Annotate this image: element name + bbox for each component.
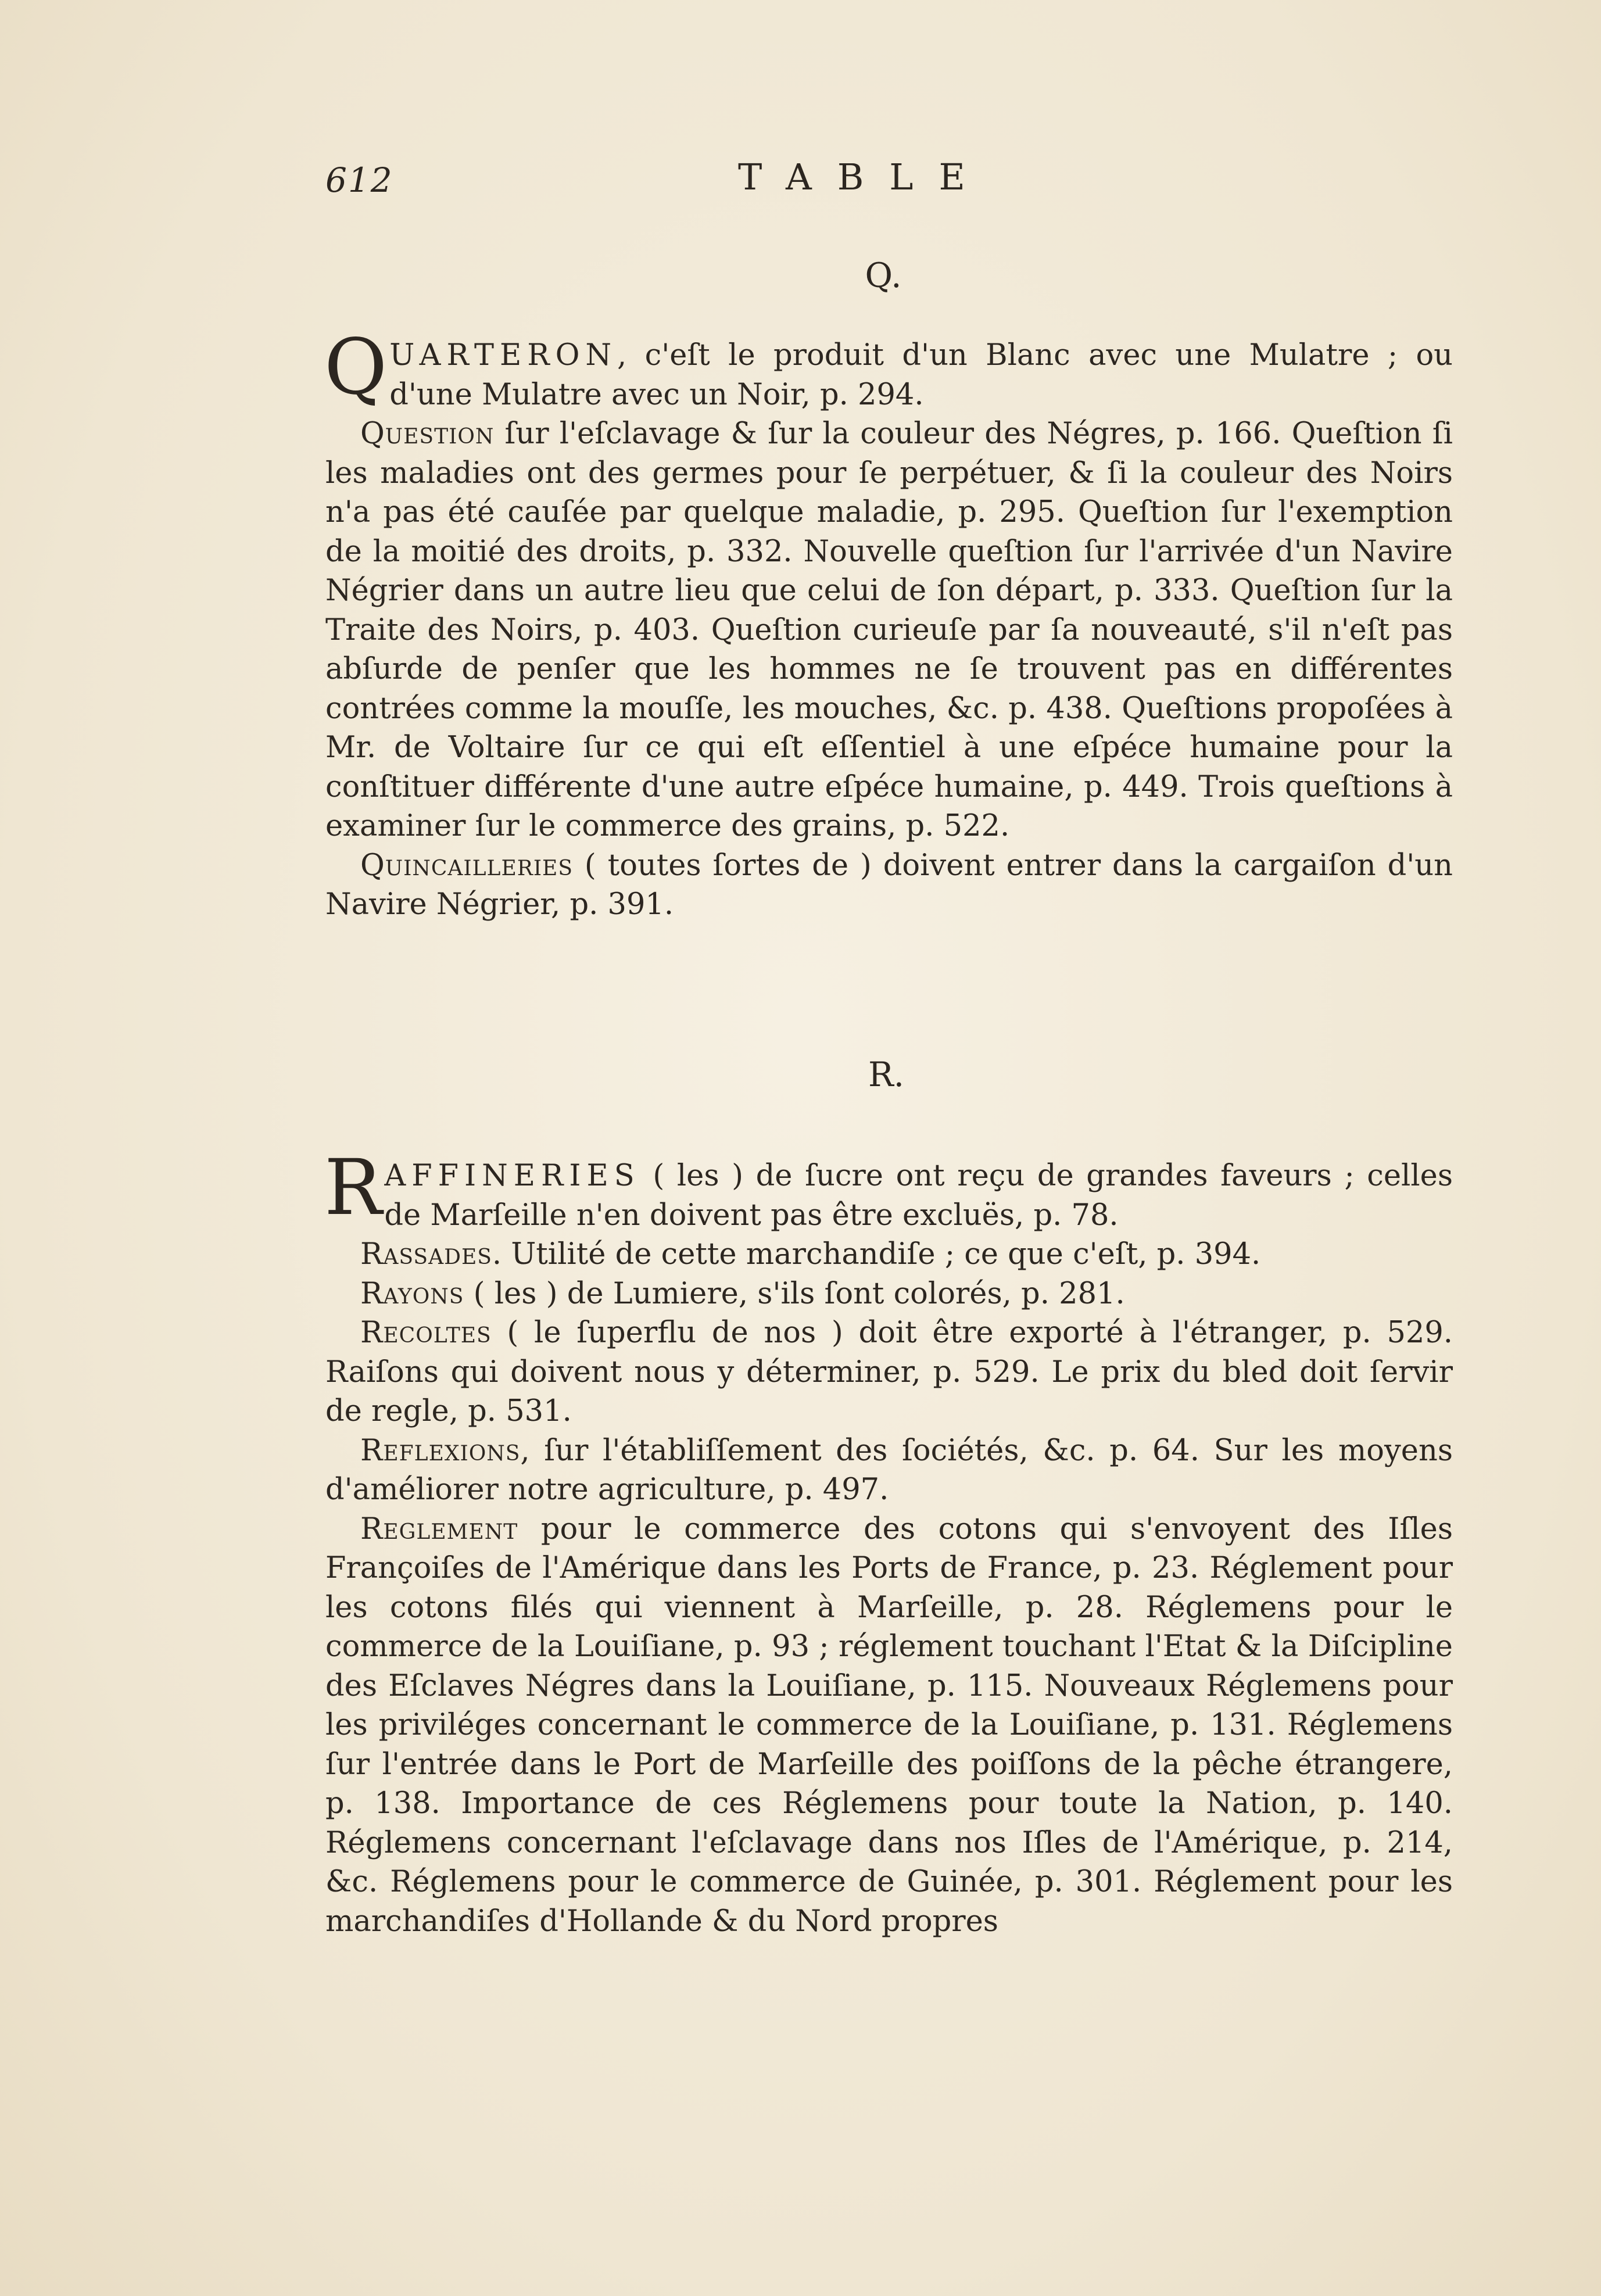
entry-quincailleries xyxy=(325,846,1453,925)
page-number: 612 xyxy=(325,160,393,200)
entry-head: Reglement xyxy=(360,1511,518,1546)
entry-text: pour le commerce des cotons qui s'envoyent des Iſles Françoiſes de l'Amérique dans les Ports de France, p. 23. Réglement pour les cotons filés qui viennent à Marſeille, p. 28. Réglemens pour le commerce de la Louiſiane, p. 93 ; réglement touchant l'Etat & la Diſcipline des Eſclaves Négres dans la Louiſiane, p. 115. Nouveaux Réglemens pour les priviléges concernant le commerce de la Louiſiane, p. 131. Réglemens ſur l'entrée dans le Port de Marſeille des poiſſons de la pêche étrangere, p. 138. Importance de ces Réglemens pour toute la Nation, p. 140. Réglemens concernant l'eſclavage dans nos Iſles de l'Amérique, p. 214, &c. Réglemens pour le commerce de Guinée, p. 301. Réglement pour les marchandiſes d'Hollande & du Nord propres xyxy=(325,1511,1453,1939)
section-letter-r: R. xyxy=(868,1055,905,1094)
drop-cap: Q xyxy=(324,323,388,412)
section-letter-q: Q. xyxy=(865,256,902,295)
entry-head: Question xyxy=(360,417,495,451)
entry-head: Rassades xyxy=(360,1237,492,1271)
running-header xyxy=(0,156,1601,202)
entry-rassades xyxy=(325,1235,1453,1274)
entry-head: Quincailleries xyxy=(360,848,573,883)
section-r-entries xyxy=(324,1143,1453,1941)
entry-head: Recoltes xyxy=(360,1316,492,1350)
entry-text: ( les ) de ſucre ont reçu de grandes faveurs ; celles de Marſeille n'en doivent pas être excluës, p. 78. xyxy=(384,1159,1453,1233)
entry-text: ( les ) de Lumiere, s'ils ſont colorés, p. 281. xyxy=(464,1276,1125,1311)
entry-text: , ſur l'établiſſement des ſociétés, &c. p. 64. Sur les moyens d'améliorer notre agriculture, p. 497. xyxy=(325,1433,1453,1507)
entry-quarteron xyxy=(324,323,1453,414)
entry-question xyxy=(325,414,1453,846)
section-q-entries xyxy=(324,323,1453,925)
entry-text: ( le ſuperflu de nos ) doit être exporté à l'étranger, p. 529. Raiſons qui doivent nous y déterminer, p. 529. Le prix du bled doit ſervir de regle, p. 531. xyxy=(325,1316,1453,1428)
drop-cap: R xyxy=(324,1143,382,1233)
entry-head: UARTERON xyxy=(389,338,618,372)
entry-head: AFFINERIES xyxy=(384,1159,640,1193)
entry-recoltes xyxy=(325,1313,1453,1431)
entry-text: ( toutes ſortes de ) doivent entrer dans la cargaiſon d'un Navire Négrier, p. 391. xyxy=(325,848,1453,922)
entry-text: . Utilité de cette marchandiſe ; ce que c'eſt, p. 394. xyxy=(492,1237,1261,1271)
entry-reglement xyxy=(325,1510,1453,1942)
entry-head: Reflexions xyxy=(360,1433,521,1468)
entry-text: ſur l'eſclavage & ſur la couleur des Négres, p. 166. Queſtion ſi les maladies ont des germes pour ſe perpétuer, & ſi la couleur des Noirs n'a pas été cauſée par quelque maladie, p. 295. Queſtion ſur l'exemption de la moitié des droits, p. 332. Nouvelle queſtion ſur l'arrivée d'un Navire Négrier dans un autre lieu que celui de ſon départ, p. 333. Queſtion ſur la Traite des Noirs, p. 403. Queſtion curieuſe par ſa nouveauté, s'il n'eſt pas abſurde de penſer que les hommes ne ſe trouvent pas en différentes contrées comme la mouſſe, les mouches, &c. p. 438. Queſtions propoſées à Mr. de Voltaire ſur ce qui eſt eſſentiel à une eſpéce humaine pour la conſtituer différente d'une autre eſpéce humaine, p. 449. Trois queſtions à examiner ſur le commerce des grains, p. 522. xyxy=(325,417,1453,843)
entry-raffineries xyxy=(324,1143,1453,1235)
entry-rayons xyxy=(325,1274,1453,1314)
entry-text: , c'eſt le produit d'un Blanc avec une Mulatre ; ou d'une Mulatre avec un Noir, p. 294. xyxy=(389,338,1453,412)
entry-reflexions xyxy=(325,1431,1453,1510)
entry-head: Rayons xyxy=(360,1276,464,1311)
running-title: TABLE xyxy=(738,156,991,198)
